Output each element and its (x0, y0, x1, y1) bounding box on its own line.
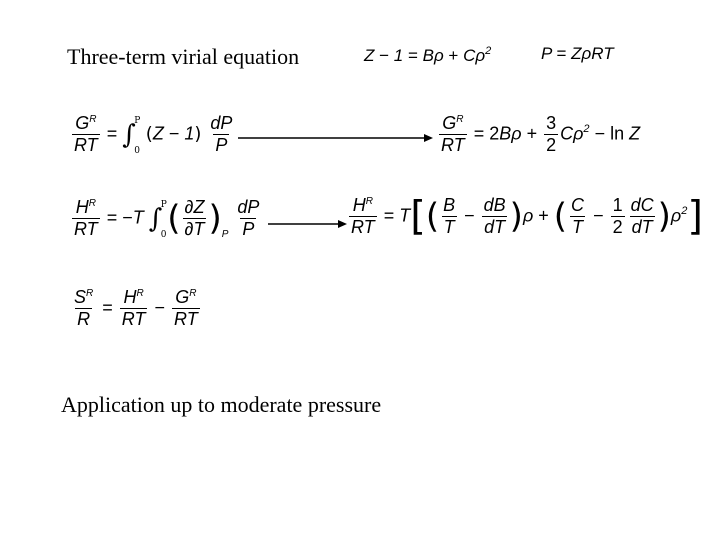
page-title: Three-term virial equation (67, 44, 300, 69)
h-arrow (268, 218, 348, 230)
g-arrow (238, 132, 434, 144)
h-result-equation: $\frac{H^R}{RT}$ = T[( $\frac{B}{T}$ − $\frac{dB}{dT}$ )ρ + ( $\frac{C}{T}$ − $\frac{1}{2}$ $\frac{dC}{dT}$ )$\rho^2$] (351, 193, 703, 240)
s-relation-equation: $\frac{S^R}{R}$ = $\frac{H^R}{RT}$ − $\frac{G^R}{RT}$ (74, 287, 198, 329)
application-note: Application up to moderate pressure (61, 392, 382, 417)
g-result-equation: $\frac{G^R}{RT}$ = 2Bρ + $\frac{3}{2}$ $C\rho^2 - \ln Z$ (441, 113, 641, 155)
p-relation-equation: P = ZρRT (541, 44, 614, 63)
z-relation-equation: $Z - 1 = B\rho + C\rho^2$ (364, 45, 492, 65)
g-integral-equation: $\frac{G^R}{RT}$ = ∫ P 0 (Z − 1) $\frac{dP}{P}$ (74, 113, 233, 156)
h-integral-equation: $\frac{H^R}{RT}$ = −T ∫ P 0 ( $\frac{\partial Z}{\partial T}$ )$_P$ $\frac{dP}{P}$ (74, 197, 260, 241)
